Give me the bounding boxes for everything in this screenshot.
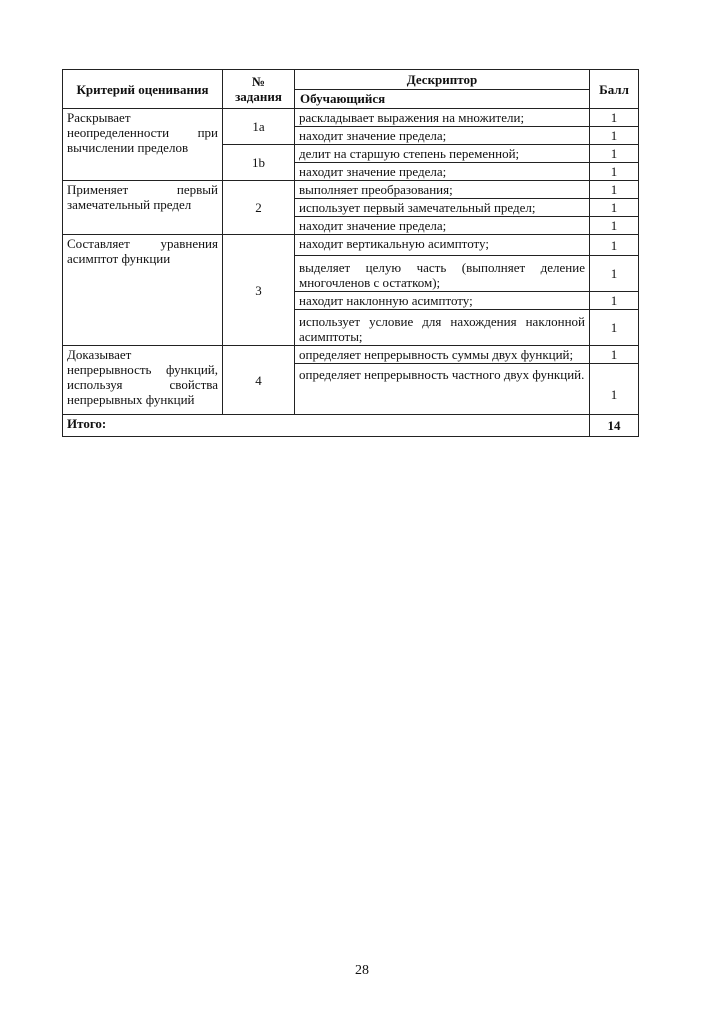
assessment-rubric-table xyxy=(62,69,639,437)
task-number-cell: 1a xyxy=(223,109,295,145)
descriptor-cell: определяет непрерывность частного двух функций. xyxy=(295,364,590,415)
points-cell: 1 xyxy=(590,145,639,163)
points-cell: 1 xyxy=(590,256,639,292)
criterion-cell: Доказывает непрерывность функций, используя свойства непрерывных функций xyxy=(63,346,223,415)
points-cell: 1 xyxy=(590,310,639,346)
points-cell: 1 xyxy=(590,109,639,127)
total-label: Итого: xyxy=(63,415,590,437)
header-task-number xyxy=(223,70,295,109)
descriptor-cell: использует первый замечательный предел; xyxy=(295,199,590,217)
header-task-number-line1: № xyxy=(251,74,266,89)
points-cell: 1 xyxy=(590,163,639,181)
task-number-cell: 2 xyxy=(223,181,295,235)
criterion-cell: Раскрывает неопределенности при вычислении пределов xyxy=(63,109,223,181)
task-number-cell: 4 xyxy=(223,346,295,415)
descriptor-cell: делит на старшую степень переменной; xyxy=(295,145,590,163)
header-descriptor-student: Обучающийся xyxy=(295,89,590,109)
task-number-cell: 1b xyxy=(223,145,295,181)
header-descriptor: Дескриптор xyxy=(295,70,590,90)
header-points: Балл xyxy=(590,70,639,109)
criterion-cell: Составляет уравнения асимптот функции xyxy=(63,235,223,346)
header-criterion: Критерий оценивания xyxy=(63,70,223,109)
points-cell: 1 xyxy=(590,292,639,310)
descriptor-cell: находит наклонную асимптоту; xyxy=(295,292,590,310)
descriptor-cell: определяет непрерывность суммы двух функций; xyxy=(295,346,590,364)
table-row xyxy=(63,181,639,199)
task-number-cell: 3 xyxy=(223,235,295,346)
table-row xyxy=(63,235,639,256)
total-value: 14 xyxy=(590,415,639,437)
table-total-row xyxy=(63,415,639,437)
descriptor-cell: находит значение предела; xyxy=(295,127,590,145)
descriptor-cell: выполняет преобразования; xyxy=(295,181,590,199)
descriptor-cell: находит значение предела; xyxy=(295,217,590,235)
points-cell: 1 xyxy=(590,235,639,256)
descriptor-cell: находит вертикальную асимптоту; xyxy=(295,235,590,256)
header-task-number-line2: задания xyxy=(235,89,282,104)
table-row xyxy=(63,109,639,127)
points-cell: 1 xyxy=(590,199,639,217)
points-cell: 1 xyxy=(590,364,639,415)
points-cell: 1 xyxy=(590,346,639,364)
descriptor-cell: находит значение предела; xyxy=(295,163,590,181)
points-cell: 1 xyxy=(590,127,639,145)
descriptor-cell: использует условие для нахождения наклонной асимптоты; xyxy=(295,310,590,346)
descriptor-cell: выделяет целую часть (выполняет деление многочленов с остатком); xyxy=(295,256,590,292)
table-row xyxy=(63,346,639,364)
points-cell: 1 xyxy=(590,217,639,235)
criterion-cell: Применяет первый замечательный предел xyxy=(63,181,223,235)
page-number: 28 xyxy=(355,963,369,978)
points-cell: 1 xyxy=(590,181,639,199)
descriptor-cell: раскладывает выражения на множители; xyxy=(295,109,590,127)
table-header-row xyxy=(63,70,639,90)
